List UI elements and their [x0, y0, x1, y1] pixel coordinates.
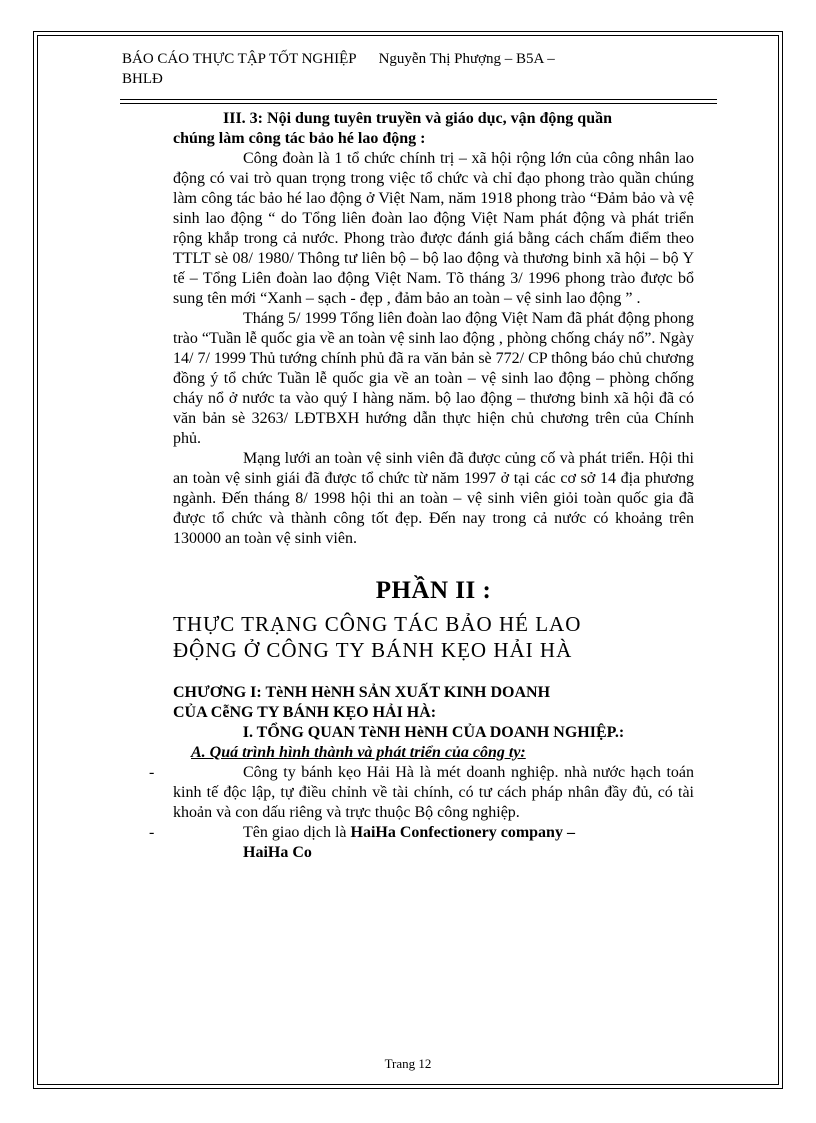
author-name: Nguyễn Thị Phượng – B5A – [378, 51, 555, 67]
bullet-text-2 [173, 823, 694, 843]
list-item [149, 763, 694, 823]
section-1-title: I. TỔNG QUAN TèNH HèNH CỦA DOANH NGHIỆP.: [242, 724, 625, 741]
trade-name-short-line [243, 843, 694, 863]
bullet-mark: - [149, 824, 155, 841]
chapter-title: CHƯƠNG I: TèNH HèNH SẢN XUẤT KINH DOANH [173, 684, 551, 701]
page-header [122, 49, 692, 89]
subsection-a-title: A. Quá trình hình thành và phát triển của công ty: [191, 744, 526, 761]
part-subtitle-cont: ĐỘNG Ở CÔNG TY BÁNH KẸO HẢI HÀ [173, 638, 573, 662]
bullet-mark: - [149, 764, 155, 781]
section-title: III. 3: Nội dung tuyên truyền và giáo dục, vận động quần [223, 110, 612, 127]
paragraph-2: Tháng 5/ 1999 Tổng liên đoàn lao động Việt Nam đã phát động phong trào “Tuần lễ quốc gia về an toàn vệ sinh lao động , phòng chống cháy nổ”. Ngày 14/ 7/ 1999 Thủ tướng chính phủ đã ra văn bản sè 772/ CP thông báo chủ chương đồng ý tổ chức Tuần lễ quốc gia về an toàn – vệ sinh lao động – phòng chống cháy nổ ở nước ta vào quý I hàng năm. bộ lao động – thương binh xã hội đã có văn bản sè 3263/ LĐTBXH hướng dẫn thực hiện chủ chương trên của Chính phủ. [173, 310, 694, 447]
trade-name-label: Tên giao dịch là [243, 824, 351, 841]
trade-name: HaiHa Confectionery company – [350, 824, 575, 841]
trade-name-short: HaiHa Co [243, 844, 312, 861]
bullet-text-1: Công ty bánh kẹo Hải Hà là mét doanh nghiệp. nhà nước hạch toán kinh tế độc lập, tự điều chỉnh về tài chính, có tư cách pháp nhân đầy đủ, có tài khoản và con dấu riêng và trực thuộc Bộ công nghiệp. [173, 764, 694, 821]
page-number: Trang 12 [384, 1056, 432, 1071]
department: BHLĐ [122, 71, 163, 87]
paragraph-3: Mạng lưới an toàn vệ sinh viên đã được củng cố và phát triển. Hội thi an toàn vệ sinh giái đã được tổ chức từ năm 1997 ở tại các cơ sở 14 địa phương ngành. Đến tháng 8/ 1998 hội thi an toàn – vệ sinh viên giỏi toàn quốc gia đã được tổ chức và thành công tốt đẹp. Đến nay trong cả nước có khoảng trên 130000 an toàn vệ sinh viên. [173, 450, 694, 547]
part-subtitle: THỰC TRẠNG CÔNG TÁC BẢO HÉ LAO [173, 612, 582, 636]
header-rule-2 [120, 103, 717, 104]
header-rule [120, 99, 717, 100]
report-title: BÁO CÁO THỰC TẬP TỐT NGHIỆP [122, 51, 357, 67]
part-heading: PHẦN II : [375, 577, 492, 604]
document-body [149, 109, 694, 863]
paragraph-1: Công đoàn là 1 tổ chức chính trị – xã hội rộng lớn của công nhân lao động có vai trò quan trọng trong việc tổ chức và chỉ đạo phong trào quần chúng làm công tác bảo hé lao động ở Việt Nam, năm 1918 phong trào “Đảm bảo và vệ sinh lao động “ do Tổng liên đoàn lao động Việt Nam phát động và phát triển rộng khắp trong cả nước. Phong trào được đánh giá bằng cách chấm điểm theo TTLT sè 08/ 1980/ Thông tư liên bộ – bộ lao động và thương binh xã hội – bộ Y tế – Tổng Liên đoàn lao động Việt Nam. Tõ tháng 3/ 1996 phong trào được bổ sung tên mới “Xanh – sạch - đẹp , đảm bảo an toàn – vệ sinh lao động ” . [173, 150, 694, 307]
chapter-title-cont: CỦA CễNG TY BÁNH KẸO HẢI HÀ: [173, 704, 437, 721]
list-item [149, 823, 694, 863]
section-title-cont: chúng làm công tác bảo hé lao động : [173, 130, 426, 147]
